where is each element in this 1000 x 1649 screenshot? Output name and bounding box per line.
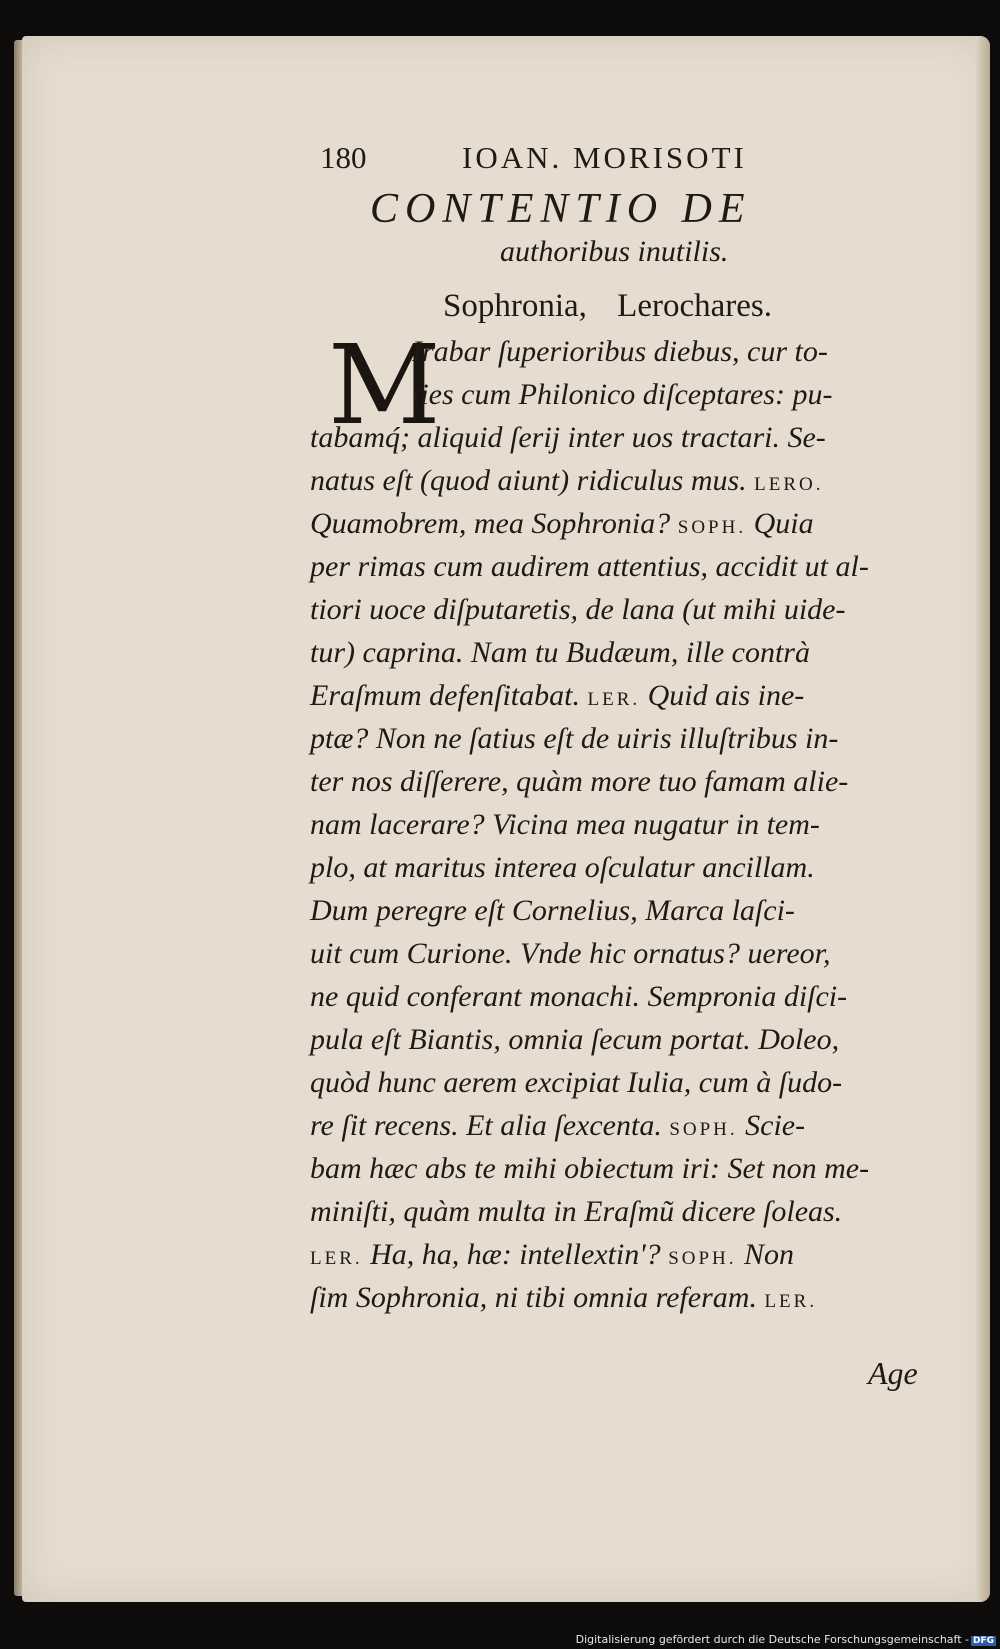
running-title: IOAN. MORISOTI	[462, 140, 747, 175]
page-number: 180	[320, 140, 367, 175]
text-line: Irabar ſuperioribus diebus, cur to-	[412, 335, 828, 368]
running-header	[320, 140, 840, 176]
text-line: ſim Sophronia, ni tibi omnia referam. LER.	[310, 1281, 818, 1314]
text-line: natus eſt (quod aiunt) ridiculus mus. LERO.	[310, 464, 824, 497]
dfg-logo: DFG	[972, 1636, 994, 1646]
text-line: Dum peregre eſt Cornelius, Marca laſci-	[310, 894, 795, 927]
text-line: bam hæc abs te mihi obiectum iri: Set non me-	[310, 1152, 870, 1185]
text-line: nam lacerare? Vicina mea nugatur in tem-	[310, 808, 820, 841]
page-gutter-shadow	[976, 36, 990, 1602]
credit-text: Digitalisierung gefördert durch die Deutsche Forschungsgemeinschaft -	[575, 1633, 969, 1646]
text-line: uit cum Curione. Vnde hic ornatus? uereor,	[310, 937, 831, 970]
text-line: miniſti, quàm multa in Eraſmũ dicere ſoleas.	[310, 1195, 843, 1228]
text-line: plo, at maritus interea oſculatur ancillam.	[310, 851, 815, 884]
text-line: ne quid conferant monachi. Sempronia diſci-	[310, 980, 848, 1013]
speaker-tag: LERO.	[754, 474, 824, 495]
text-line: ter nos diſſerere, quàm more tuo famam alie-	[310, 765, 849, 798]
speaker-tag: LER.	[310, 1248, 363, 1269]
text-line: Quamobrem, mea Sophronia? SOPH. Quia	[310, 507, 814, 540]
text-line: tiori uoce diſputaretis, de lana (ut mihi uide-	[310, 593, 846, 626]
digitization-credit	[576, 1633, 996, 1646]
text-line: ties cum Philonico diſceptares: pu-	[412, 378, 833, 411]
speaker-tag: SOPH.	[668, 1248, 737, 1269]
speaker-tag: LER.	[764, 1291, 818, 1312]
text-line: per rimas cum audirem attentius, accidit ut al-	[310, 550, 869, 583]
text-line: Eraſmum defenſitabat. LER. Quid ais ine-	[310, 679, 805, 712]
section-title: CONTENTIO DE	[370, 186, 752, 232]
section-subtitle: authoribus inutilis.	[500, 235, 729, 268]
catchword: Age	[868, 1355, 918, 1391]
text-line: ptæ? Non ne ſatius eſt de uiris illuſtribus in-	[310, 722, 839, 755]
speaker-tag: LER.	[587, 689, 641, 710]
text-line: pula eſt Biantis, omnia ſecum portat. Doleo,	[310, 1023, 840, 1056]
speaker-tag: SOPH.	[677, 517, 747, 538]
text-line: tur) caprina. Nam tu Budæum, ille contrà	[310, 636, 810, 669]
speaker-tag: SOPH.	[669, 1119, 738, 1140]
text-line: LER. Ha, ha, hæ: intellextin'? SOPH. Non	[310, 1238, 795, 1271]
text-line: quòd hunc aerem excipiat Iulia, cum à ſudo-	[310, 1066, 843, 1099]
drop-cap: M	[328, 321, 441, 449]
text-line: re ſit recens. Et alia ſexcenta. SOPH. Scie-	[310, 1109, 806, 1142]
text-line: tabamq́; aliquid ſerij inter uos tractari. Se-	[310, 421, 826, 454]
speakers-line: Sophronia, Lerochares.	[443, 288, 772, 324]
